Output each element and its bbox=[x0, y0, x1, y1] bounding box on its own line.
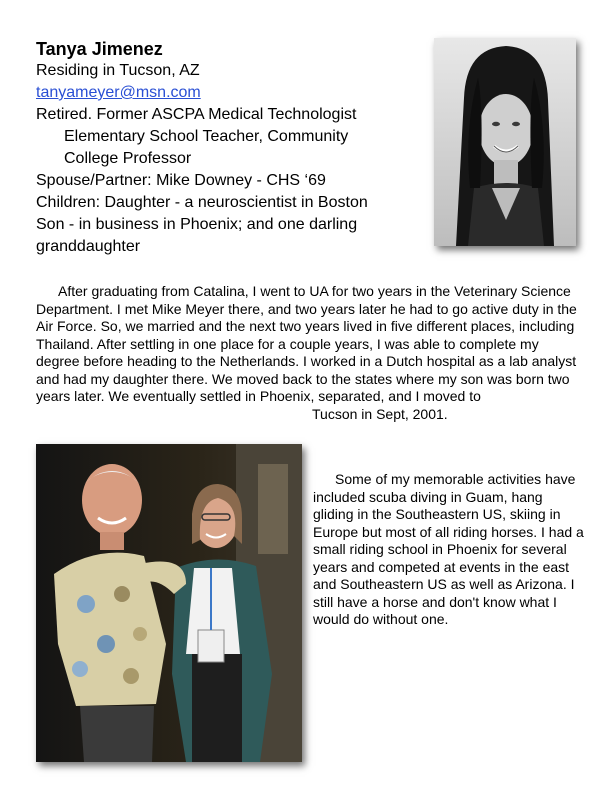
couple-photo bbox=[36, 444, 302, 762]
biography-paragraph-1 bbox=[36, 283, 580, 423]
children-line-1: Children: Daughter - a neuroscientist in Boston bbox=[36, 194, 368, 211]
biography-paragraph-2 bbox=[313, 471, 585, 629]
biography-paragraph-1-end: Tucson in Sept, 2001. bbox=[312, 405, 448, 422]
profile-name: Tanya Jimenez bbox=[36, 39, 163, 59]
children-line-2: Son - in business in Phoenix; and one darling granddaughter bbox=[36, 216, 358, 255]
spouse-line: Spouse/Partner: Mike Downey - CHS ‘69 bbox=[36, 172, 326, 189]
email-link[interactable]: tanyameyer@msn.com bbox=[36, 84, 201, 101]
profile-header bbox=[36, 38, 426, 258]
occupation-line-3: College Professor bbox=[64, 150, 192, 167]
occupation-line-1: Retired. Former ASCPA Medical Technologist bbox=[36, 106, 357, 123]
biography-paragraph-2-text: Some of my memorable activities have included scuba diving in Guam, hang gliding in the Southeastern US, skiing in Europe but most of all riding horses. I had a small riding school in Phoenix for several years and competed at events in the east and Southeastern US as well as Arizona. I still have a horse and don't know what I would do without one. bbox=[313, 471, 584, 627]
biography-paragraph-1-text: After graduating from Catalina, I went to UA for two years in the Veterinary Science Department. I met Mike Meyer there, and two years later he had to go active duty in the Air Force. So, we married and the next two years lived in five different places, including Thailand. After settling in one place for a couple years, I was able to complete my degree before heading to the Netherlands. I worked in a Dutch hospital as a lab analyst and had my daughter there. We moved back to the states where my son was born two years later. We eventually settled in Phoenix, separated, and I moved to bbox=[36, 283, 577, 404]
occupation-line-2: Elementary School Teacher, Community bbox=[64, 128, 349, 145]
residence-line: Residing in Tucson, AZ bbox=[36, 62, 200, 79]
yearbook-portrait-photo bbox=[434, 38, 576, 246]
